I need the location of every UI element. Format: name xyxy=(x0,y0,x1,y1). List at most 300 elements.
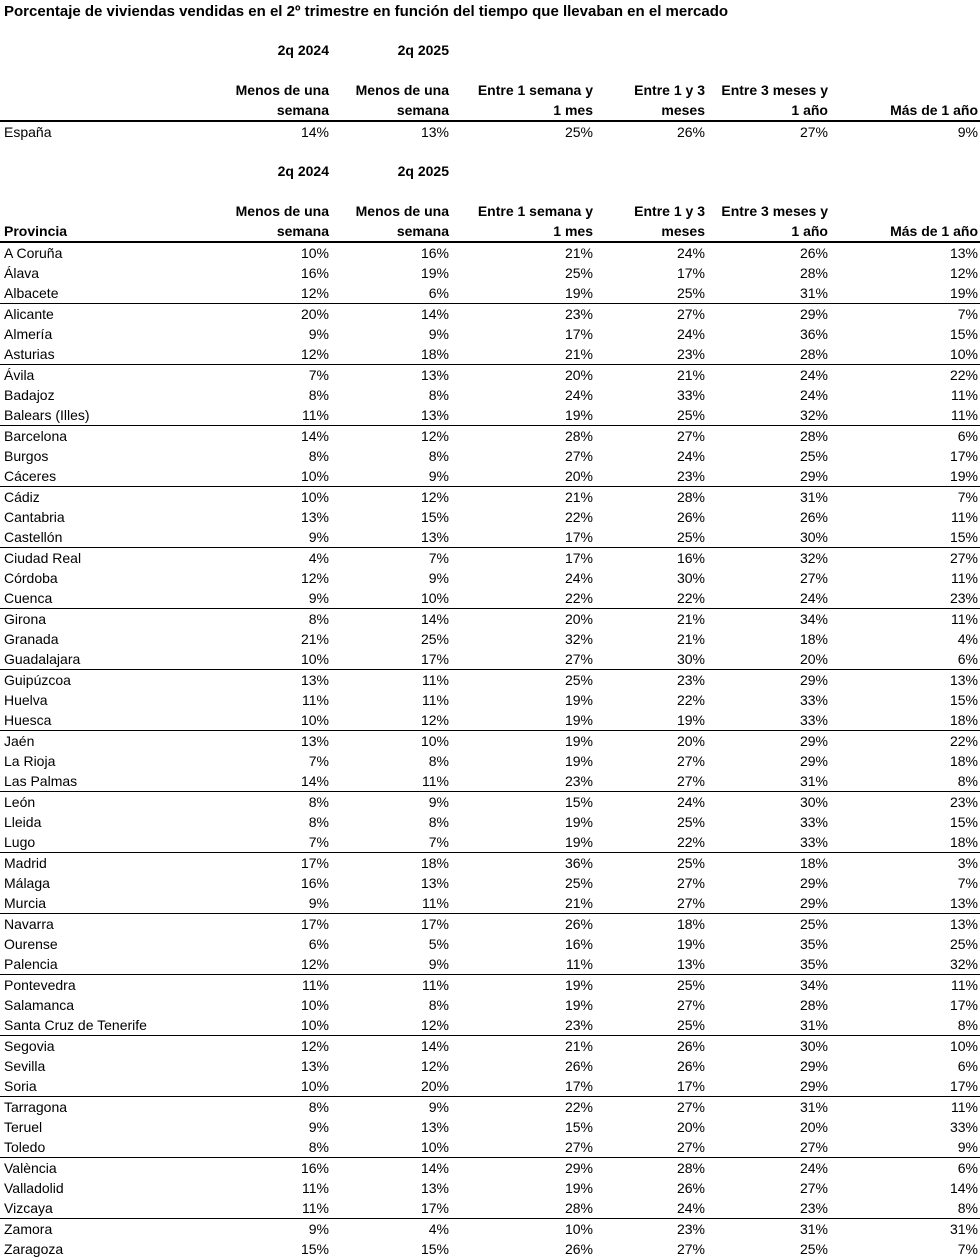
table-cell: 23% xyxy=(564,1017,593,1033)
table-row xyxy=(0,365,980,386)
table-cell: 19% xyxy=(676,712,705,728)
table-cell: 22% xyxy=(676,692,705,708)
table-cell: 33% xyxy=(799,712,828,728)
table-cell: 13% xyxy=(300,1058,329,1074)
table-cell: 10% xyxy=(420,1139,449,1155)
province-name: Málaga xyxy=(4,875,50,891)
table-cell: 17% xyxy=(420,1200,449,1216)
table-cell: 20% xyxy=(451,609,595,630)
province-name: Ávila xyxy=(0,365,224,386)
province-name: València xyxy=(0,1158,224,1179)
table-row xyxy=(0,242,980,263)
table-cell: 11% xyxy=(302,692,329,708)
table-cell: 14% xyxy=(331,304,451,325)
provinces-body xyxy=(0,242,980,1259)
table-cell: 33% xyxy=(676,387,705,403)
table-cell: 19% xyxy=(564,1180,593,1196)
table-cell: 18% xyxy=(420,346,449,362)
province-name: Zaragoza xyxy=(4,1241,64,1257)
table-cell: 23% xyxy=(830,792,980,813)
table-cell: 15% xyxy=(420,1241,449,1257)
table-cell: 19% xyxy=(676,936,705,952)
page-title: Porcentaje de viviendas vendidas en el 2º trimestre en función del tiempo que llevaban en el mercado xyxy=(4,3,729,20)
table-cell: 11% xyxy=(302,1180,329,1196)
table-cell: 20% xyxy=(676,1119,705,1135)
table-cell: 18% xyxy=(331,853,451,874)
province-name: Valladolid xyxy=(4,1180,64,1196)
table-cell: 25% xyxy=(676,814,705,830)
table-row xyxy=(0,1239,980,1259)
table-cell: 10% xyxy=(830,1036,980,1057)
table-cell: 10% xyxy=(451,1219,595,1240)
table-cell: 9% xyxy=(308,1119,329,1135)
table-cell: 12% xyxy=(420,1058,449,1074)
table-cell: 33% xyxy=(799,692,828,708)
spain-table xyxy=(0,80,980,142)
table-cell: 27% xyxy=(676,753,705,769)
table-cell: 19% xyxy=(451,975,595,996)
table-cell: 18% xyxy=(949,712,978,728)
province-name: Segovia xyxy=(0,1036,224,1057)
table-cell: 13% xyxy=(420,529,449,545)
table-row xyxy=(0,1056,980,1076)
table-row xyxy=(0,812,980,832)
table-cell: 14% xyxy=(331,1036,451,1057)
table-cell: 22% xyxy=(676,834,705,850)
table-row xyxy=(0,466,980,487)
province-name: Murcia xyxy=(4,895,47,911)
table-cell: 22% xyxy=(830,365,980,386)
table-cell: 17% xyxy=(949,1078,978,1094)
table-cell: 9% xyxy=(308,326,329,342)
column-header: Menos de una semana xyxy=(331,80,451,121)
table-cell: 22% xyxy=(451,1097,595,1118)
table-cell: 31% xyxy=(799,773,828,789)
table-cell: 17% xyxy=(564,529,593,545)
province-name: Almería xyxy=(4,326,53,342)
table-cell: 8% xyxy=(428,753,449,769)
table-cell: 24% xyxy=(676,448,705,464)
table-cell: 11% xyxy=(951,509,978,525)
table-cell: 20% xyxy=(451,365,595,386)
table-cell: 15% xyxy=(949,692,978,708)
table-cell: 18% xyxy=(799,631,828,647)
table-cell: 25% xyxy=(595,853,707,874)
table-cell: 26% xyxy=(676,1058,705,1074)
table-cell: 13% xyxy=(331,365,451,386)
table-cell: 23% xyxy=(595,670,707,691)
table-cell: 20% xyxy=(595,731,707,752)
table-cell: 24% xyxy=(707,365,830,386)
table-row xyxy=(0,405,980,426)
province-name: Madrid xyxy=(0,853,224,874)
table-cell: 21% xyxy=(300,631,329,647)
table-cell: 7% xyxy=(830,304,980,325)
table-cell: 8% xyxy=(308,814,329,830)
table-cell: 10% xyxy=(420,590,449,606)
table-cell: 16% xyxy=(224,1158,331,1179)
table-cell: 32% xyxy=(799,407,828,423)
table-cell: 27% xyxy=(676,1139,705,1155)
table-cell: 15% xyxy=(451,792,595,813)
table-cell: 25% xyxy=(595,975,707,996)
table-cell: 31% xyxy=(830,1219,980,1240)
table-cell: 11% xyxy=(422,692,449,708)
province-name: Palencia xyxy=(4,956,58,972)
year-label-2024: 2q 2024 xyxy=(277,42,329,58)
table-row xyxy=(0,283,980,304)
table-cell: 14% xyxy=(300,124,329,140)
table-cell: 25% xyxy=(949,936,978,952)
table-row xyxy=(0,771,980,792)
table-row xyxy=(0,934,980,954)
table-cell: 32% xyxy=(949,956,978,972)
table-cell: 29% xyxy=(799,1078,828,1094)
table-cell: 25% xyxy=(676,285,705,301)
table-cell: 4% xyxy=(957,631,978,647)
table-cell: 29% xyxy=(799,875,828,891)
table-cell: 19% xyxy=(564,407,593,423)
table-cell: 26% xyxy=(564,1241,593,1257)
province-name: Sevilla xyxy=(4,1058,46,1074)
table-cell: 27% xyxy=(799,1139,828,1155)
table-cell: 27% xyxy=(564,448,593,464)
table-cell: 26% xyxy=(676,1180,705,1196)
table-cell: 4% xyxy=(224,548,331,569)
table-cell: 6% xyxy=(830,1158,980,1179)
table-cell: 24% xyxy=(799,590,828,606)
table-cell: 8% xyxy=(308,448,329,464)
table-cell: 21% xyxy=(595,365,707,386)
table-cell: 34% xyxy=(707,609,830,630)
column-header: Entre 1 semana y 1 mes xyxy=(451,80,595,121)
table-cell: 10% xyxy=(300,245,329,261)
table-cell: 17% xyxy=(949,997,978,1013)
table-cell: 24% xyxy=(564,387,593,403)
table-cell: 30% xyxy=(707,792,830,813)
table-cell: 11% xyxy=(224,975,331,996)
table-row xyxy=(0,1117,980,1137)
province-name: Huelva xyxy=(4,692,48,708)
table-cell: 11% xyxy=(951,407,978,423)
table-cell: 18% xyxy=(595,914,707,935)
table-cell: 6% xyxy=(428,285,449,301)
province-name: La Rioja xyxy=(4,753,56,769)
table-cell: 4% xyxy=(331,1219,451,1240)
table-row xyxy=(0,385,980,405)
province-name: Teruel xyxy=(4,1119,43,1135)
table-row xyxy=(0,670,980,691)
province-name: Huesca xyxy=(4,712,52,728)
table-cell: 11% xyxy=(331,670,451,691)
year-label-2024-provinces: 2q 2024 xyxy=(277,163,329,179)
table-cell: 19% xyxy=(949,285,978,301)
table-cell: 25% xyxy=(799,448,828,464)
table-cell: 19% xyxy=(564,285,593,301)
table-cell: 25% xyxy=(564,875,593,891)
table-cell: 26% xyxy=(451,914,595,935)
table-cell: 8% xyxy=(428,387,449,403)
table-cell: 11% xyxy=(422,895,449,911)
province-name: Cantabria xyxy=(4,509,65,525)
spain-header-row xyxy=(0,80,980,121)
table-cell: 11% xyxy=(951,387,978,403)
table-cell: 29% xyxy=(799,1058,828,1074)
column-header: Entre 3 meses y 1 año xyxy=(707,201,830,242)
table-cell: 9% xyxy=(331,1097,451,1118)
table-row xyxy=(0,914,980,935)
table-cell: 15% xyxy=(949,529,978,545)
table-row xyxy=(0,1036,980,1057)
table-cell: 12% xyxy=(420,712,449,728)
table-cell: 13% xyxy=(830,914,980,935)
table-cell: 19% xyxy=(420,265,449,281)
table-cell: 7% xyxy=(224,365,331,386)
table-cell: 17% xyxy=(564,326,593,342)
table-row xyxy=(0,690,980,710)
column-header: Menos de una semana xyxy=(224,201,331,242)
table-cell: 9% xyxy=(428,468,449,484)
table-cell: 9% xyxy=(331,792,451,813)
table-cell: 29% xyxy=(707,304,830,325)
table-cell: 24% xyxy=(707,1158,830,1179)
table-cell: 13% xyxy=(949,245,978,261)
column-header: Más de 1 año xyxy=(830,80,980,121)
table-cell: 9% xyxy=(428,326,449,342)
table-cell: 7% xyxy=(308,834,329,850)
table-cell: 17% xyxy=(676,265,705,281)
table-row xyxy=(0,527,980,548)
table-cell: 19% xyxy=(564,753,593,769)
table-cell: 28% xyxy=(707,426,830,447)
table-cell: 16% xyxy=(595,548,707,569)
table-cell: 10% xyxy=(300,1078,329,1094)
province-name: Asturias xyxy=(4,346,55,362)
province-name: Córdoba xyxy=(4,570,58,586)
province-name: Salamanca xyxy=(4,997,75,1013)
table-cell: 7% xyxy=(830,487,980,508)
table-cell: 23% xyxy=(595,1219,707,1240)
table-cell: 9% xyxy=(224,1219,331,1240)
table-cell: 8% xyxy=(224,609,331,630)
table-cell: 31% xyxy=(707,487,830,508)
table-cell: 5% xyxy=(428,936,449,952)
table-row xyxy=(0,1219,980,1240)
table-cell: 19% xyxy=(564,814,593,830)
table-cell: 13% xyxy=(224,670,331,691)
table-cell: 13% xyxy=(830,670,980,691)
table-cell: 27% xyxy=(564,1139,593,1155)
table-cell: 17% xyxy=(564,1078,593,1094)
table-cell: 23% xyxy=(949,590,978,606)
table-cell: 19% xyxy=(451,731,595,752)
table-row xyxy=(0,649,980,670)
table-cell: 27% xyxy=(564,651,593,667)
province-column-header: Provincia xyxy=(0,201,224,242)
table-cell: 28% xyxy=(799,346,828,362)
province-name: Las Palmas xyxy=(4,773,78,789)
column-header: Entre 1 y 3 meses xyxy=(595,201,707,242)
table-cell: 28% xyxy=(595,1158,707,1179)
provinces-table xyxy=(0,201,980,1259)
table-cell: 9% xyxy=(428,956,449,972)
column-header: Menos de una semana xyxy=(224,80,331,121)
table-cell: 6% xyxy=(957,1058,978,1074)
table-cell: 27% xyxy=(830,548,980,569)
table-cell: 16% xyxy=(300,265,329,281)
table-cell: 31% xyxy=(799,285,828,301)
table-cell: 33% xyxy=(799,814,828,830)
spain-row xyxy=(0,121,980,142)
table-cell: 21% xyxy=(564,245,593,261)
table-cell: 20% xyxy=(224,304,331,325)
table-cell: 27% xyxy=(676,895,705,911)
table-cell: 10% xyxy=(224,487,331,508)
table-cell: 8% xyxy=(308,1139,329,1155)
table-cell: 34% xyxy=(707,975,830,996)
table-row xyxy=(0,792,980,813)
table-row xyxy=(0,710,980,731)
column-header: Entre 1 semana y 1 mes xyxy=(451,201,595,242)
province-name: Burgos xyxy=(4,448,49,464)
table-cell: 24% xyxy=(799,387,828,403)
table-cell: 14% xyxy=(331,609,451,630)
table-cell: 9% xyxy=(957,1139,978,1155)
province-name: Vizcaya xyxy=(4,1200,53,1216)
table-cell: 7% xyxy=(331,548,451,569)
table-cell: 17% xyxy=(331,914,451,935)
province-name: A Coruña xyxy=(4,245,63,261)
table-cell: 15% xyxy=(420,509,449,525)
table-cell: 13% xyxy=(420,1180,449,1196)
province-name: Ciudad Real xyxy=(0,548,224,569)
column-header: Menos de una semana xyxy=(331,201,451,242)
table-row xyxy=(0,731,980,752)
table-cell: 15% xyxy=(949,814,978,830)
table-cell: 26% xyxy=(595,1036,707,1057)
table-cell: 10% xyxy=(300,712,329,728)
province-name: Toledo xyxy=(4,1139,46,1155)
table-cell: 31% xyxy=(799,1017,828,1033)
table-cell: 27% xyxy=(799,1180,828,1196)
table-cell: 8% xyxy=(224,792,331,813)
province-name: Balears (Illes) xyxy=(4,407,90,423)
table-cell: 8% xyxy=(957,1200,978,1216)
table-cell: 9% xyxy=(308,895,329,911)
province-name: Soria xyxy=(4,1078,37,1094)
table-row xyxy=(0,853,980,874)
table-row xyxy=(0,751,980,771)
table-cell: 20% xyxy=(564,468,593,484)
table-row xyxy=(0,1097,980,1118)
table-cell: 29% xyxy=(451,1158,595,1179)
table-cell: 15% xyxy=(949,326,978,342)
province-name: Guadalajara xyxy=(4,651,81,667)
province-name: Guipúzcoa xyxy=(0,670,224,691)
table-cell: 18% xyxy=(949,753,978,769)
table-row xyxy=(0,344,980,365)
column-header: Entre 3 meses y 1 año xyxy=(707,80,830,121)
table-cell: 25% xyxy=(676,529,705,545)
province-name: Castellón xyxy=(4,529,63,545)
table-cell: 17% xyxy=(420,651,449,667)
table-cell: 22% xyxy=(676,590,705,606)
table-cell: 26% xyxy=(676,509,705,525)
table-cell: 8% xyxy=(428,814,449,830)
table-cell: 25% xyxy=(799,1241,828,1257)
table-cell: 8% xyxy=(308,387,329,403)
table-cell: 13% xyxy=(420,407,449,423)
table-cell: 11% xyxy=(566,956,593,972)
table-row xyxy=(0,446,980,466)
table-cell: 27% xyxy=(595,426,707,447)
province-name: Navarra xyxy=(0,914,224,935)
table-cell: 23% xyxy=(799,1200,828,1216)
table-cell: 30% xyxy=(676,651,705,667)
table-cell: 16% xyxy=(420,245,449,261)
table-cell: 13% xyxy=(420,124,449,140)
table-cell: 21% xyxy=(564,346,593,362)
province-name: Badajoz xyxy=(4,387,55,403)
table-cell: 29% xyxy=(707,670,830,691)
year-label-2025-provinces: 2q 2025 xyxy=(397,163,449,179)
table-cell: 28% xyxy=(799,265,828,281)
table-cell: 10% xyxy=(949,346,978,362)
table-cell: 14% xyxy=(224,426,331,447)
table-cell: 24% xyxy=(676,1200,705,1216)
table-cell: 13% xyxy=(420,875,449,891)
table-cell: 22% xyxy=(564,509,593,525)
table-cell: 11% xyxy=(830,1097,980,1118)
table-row xyxy=(0,507,980,527)
table-cell: 10% xyxy=(300,651,329,667)
table-cell: 19% xyxy=(564,834,593,850)
table-cell: 25% xyxy=(564,124,593,140)
table-cell: 10% xyxy=(300,468,329,484)
province-name: Cáceres xyxy=(4,468,57,484)
table-row xyxy=(0,629,980,649)
table-row xyxy=(0,873,980,893)
table-cell: 13% xyxy=(676,956,705,972)
table-cell: 36% xyxy=(451,853,595,874)
table-cell: 16% xyxy=(300,875,329,891)
table-cell: 26% xyxy=(676,124,705,140)
table-cell: 28% xyxy=(595,487,707,508)
table-row xyxy=(0,487,980,508)
table-row xyxy=(0,1137,980,1158)
table-cell: 17% xyxy=(224,914,331,935)
table-cell: 12% xyxy=(420,1017,449,1033)
table-cell: 9% xyxy=(428,570,449,586)
table-cell: 25% xyxy=(676,407,705,423)
table-cell: 11% xyxy=(422,773,449,789)
table-cell: 6% xyxy=(830,426,980,447)
table-cell: 21% xyxy=(595,609,707,630)
table-cell: 29% xyxy=(799,895,828,911)
column-header: Entre 1 y 3 meses xyxy=(595,80,707,121)
province-name: Cuenca xyxy=(4,590,53,606)
table-cell: 28% xyxy=(564,1200,593,1216)
table-cell: 11% xyxy=(951,570,978,586)
table-cell: 8% xyxy=(224,1097,331,1118)
table-cell: 35% xyxy=(799,956,828,972)
table-cell: 30% xyxy=(799,529,828,545)
table-cell: 18% xyxy=(707,853,830,874)
table-cell: 29% xyxy=(707,731,830,752)
table-row xyxy=(0,324,980,344)
table-cell: 29% xyxy=(799,468,828,484)
table-cell: 31% xyxy=(707,1097,830,1118)
